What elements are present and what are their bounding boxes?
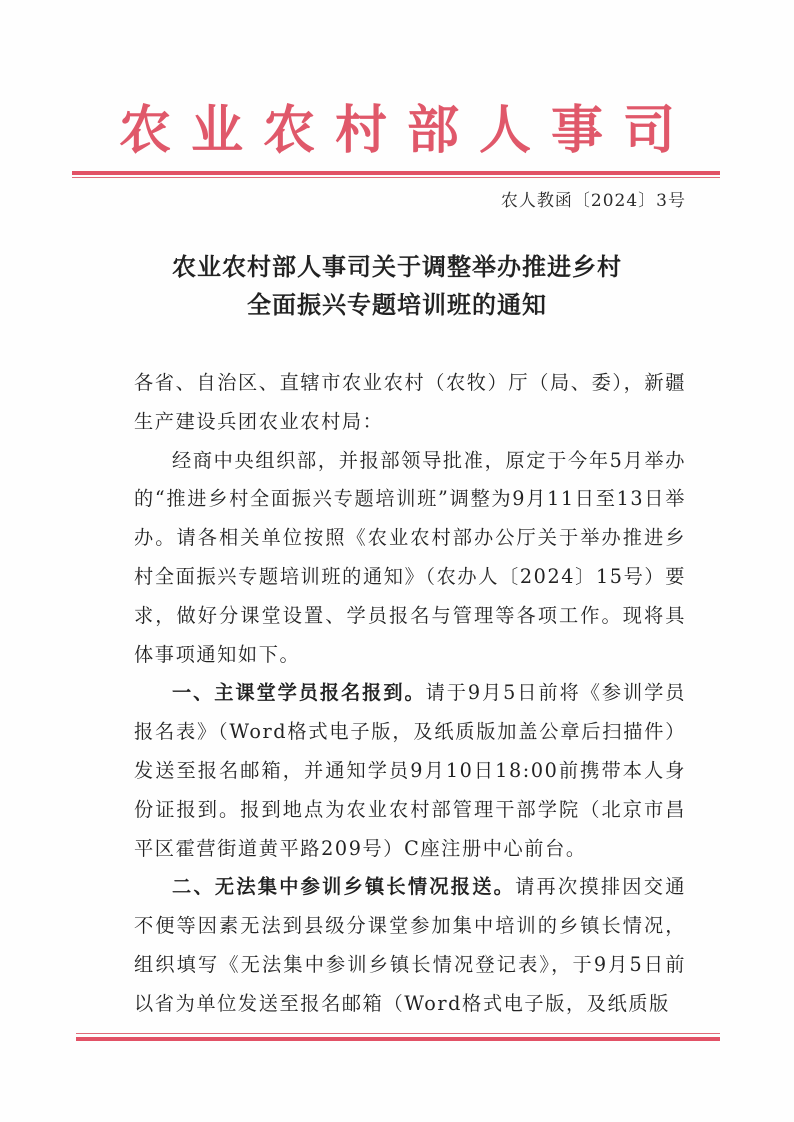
section-2-text: 请再次摸排因交通不便等因素无法到县级分课堂参加集中培训的乡镇长情况，组织填写《无法集中参训乡镇长情况登记表》，于9月5日前以省为单位发送至报名邮箱（Word格式电子版，及纸质版 <box>134 875 686 1015</box>
title-line-2: 全面振兴专题培训班的通知 <box>247 291 547 319</box>
section-1-text: 请于9月5日前将《参训学员报名表》（Word格式电子版，及纸质版加盖公章后扫描件）发送至报名邮箱，并通知学员9月10日18:00前携带本人身份证报到。报到地点为农业农村部管理干部学院（北京市昌平区霍营街道黄平路209号）C座注册中心前台。 <box>134 681 687 860</box>
title-line-1: 农业农村部人事司关于调整举办推进乡村 <box>172 253 622 281</box>
header-rule-thick <box>72 171 720 175</box>
intro-paragraph: 经商中央组织部，并报部领导批准，原定于今年5月举办的“推进乡村全面振兴专题培训班”调整为9月11日至13日举办。请各相关单位按照《农业农村部办公厅关于举办推进乡村全面振兴专题培训班的通知》（农办人〔2024〕15号）要求，做好分课堂设置、学员报名与管理等各项工作。现将具体事项通知如下。 <box>134 448 686 666</box>
document-title <box>0 248 794 324</box>
header-rule-thin <box>72 177 720 178</box>
salutation: 各省、自治区、直辖市农业农村（农牧）厅（局、委），新疆生产建设兵团农业农村局： <box>134 371 686 433</box>
section-2-paragraph <box>134 868 686 1023</box>
section-1-heading: 一、主课堂学员报名报到。 <box>172 681 426 705</box>
footer-rule-thin <box>76 1033 720 1034</box>
section-1-paragraph <box>134 674 686 868</box>
document-number: 农人教函〔2024〕3号 <box>500 191 686 211</box>
letterhead-issuer: 农业农村部人事司 <box>118 100 695 161</box>
section-2-heading: 二、无法集中参训乡镇长情况报送。 <box>172 875 516 899</box>
footer-rule-thick <box>76 1037 720 1041</box>
document-body <box>134 364 686 1024</box>
